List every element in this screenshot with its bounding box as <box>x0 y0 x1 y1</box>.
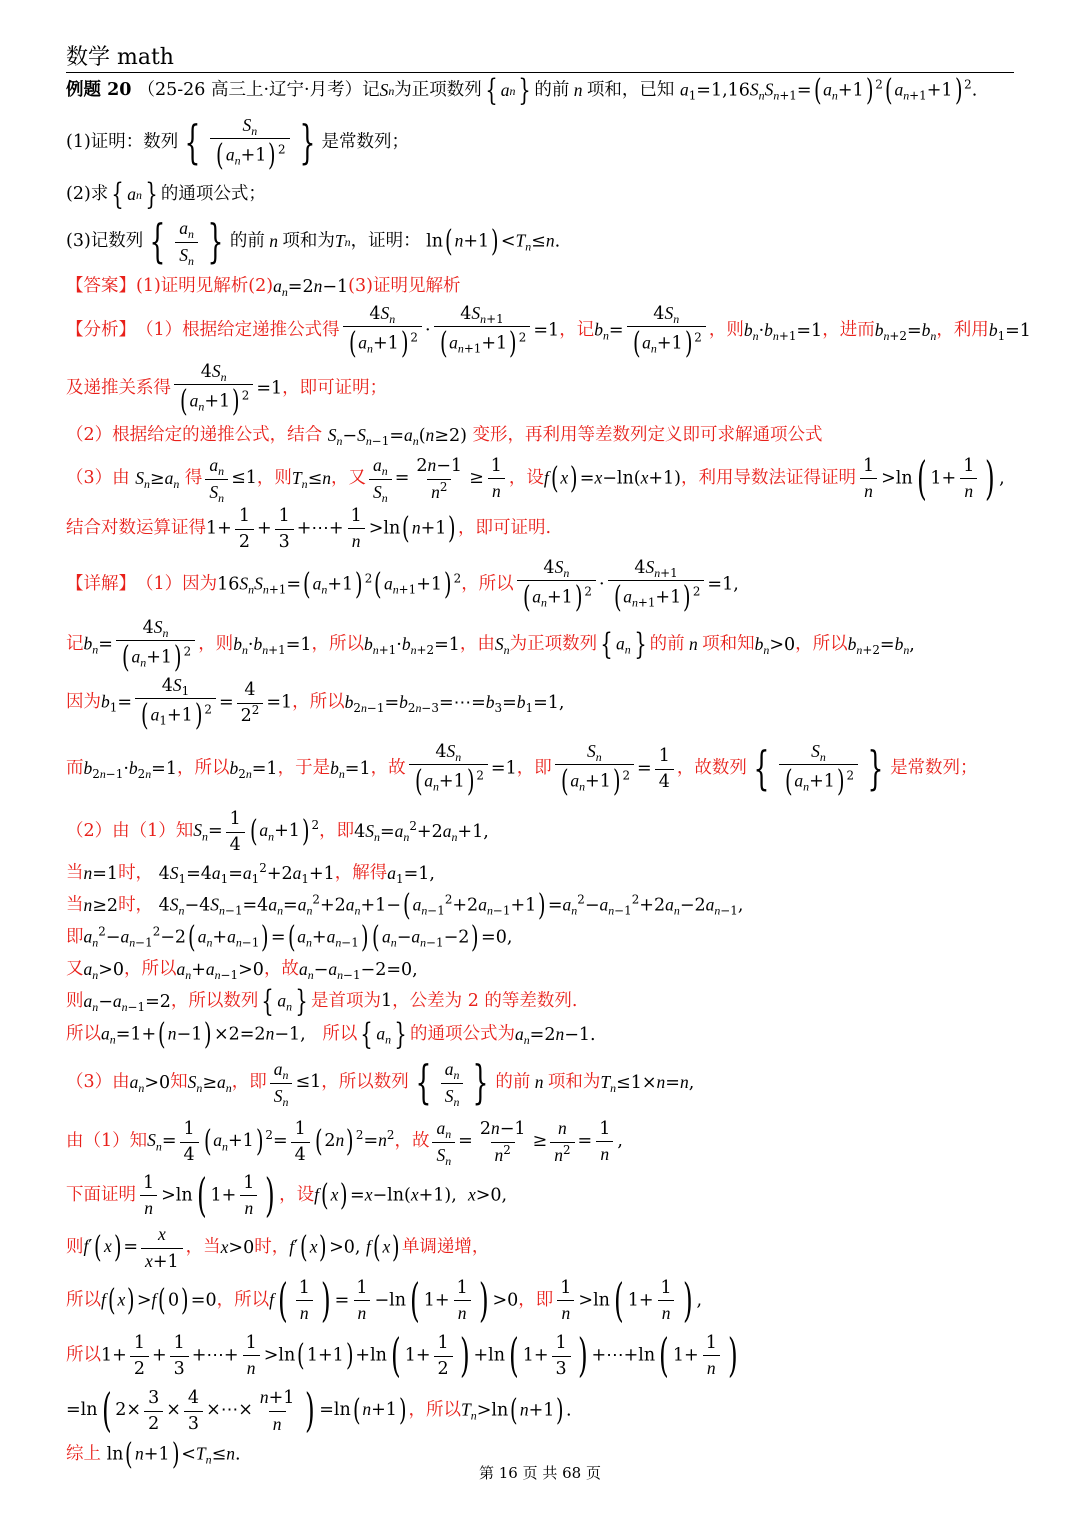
detail-part3-line-7: =ln( 2× $\frac{3}{2}$ × $\frac{4}{3}$ ×⋯× $\frac{n+1}{n}$ ) =ln( n+1) ，所以 $T_n>\ln$( n+1) . <box>66 1384 572 1438</box>
analysis-line-4: （3）由 $S_n\ge a_n$ 得 $\frac{a_n}{S_n}$ ≤1 ，则 $T_n\le n$ ，又 $\frac{a_n}{S_n}$ = $\frac{2n-1}{n^2}$ ≥ $\frac{1}{n}$ ，设 f( x) =x−ln(x+1) ，利用导数法证得证明 $\frac{1}{n}$ >ln( 1+ $\frac{1}{n}$ ) , <box>66 452 1005 506</box>
problem-part-1: (1)证明：数列 { $\frac{S_n}{( a_n+1) ^2}$ } 是常数列； <box>66 115 410 174</box>
analysis-line-2: 及递推关系得 $\frac{4S_n}{( a_n+1) ^2}$ =1 ，即可证明； <box>66 361 388 420</box>
detail-line-3: 因为 $b_1=$ $\frac{4S_1}{( a_1+1) ^2}$ = $\frac{4}{2^2}$ =1 ，所以 $b_{2n-1}=b_{2n-3}=\cdots=b_3=b_1=1$, <box>66 675 565 734</box>
detail-line-2: 记 $b_n=$ $\frac{4S_n}{( a_n+1) ^2}$ ，则 $b_n\cdot b_{n+1}=1$ ，所以 $b_{n+1}\cdot b_{n+2}=1$ ，由 $S_n$ 为正项数列 { $a_n$ } 的前 n 项和知 $b_n>0$ ，所以 $b_{n+2}=b_n$, <box>66 617 915 676</box>
answer-line: 【答案】 (1)证明见解析 (2) $a_n=2n-1$ (3)证明见解析 <box>66 275 461 300</box>
analysis-label: 【分析】 <box>66 320 136 341</box>
detail-line-4: 而 $b_{2n-1}\cdot b_{2n}=1$ ，所以 $b_{2n}=1$ ，于是 $b_n=1$ ，故 $\frac{4S_n}{( a_n+1) ^2}$ =1 ，即 $\frac{S_n}{( a_n+1) ^2}$ = $\frac{1}{4}$ ，故数列 { $\frac{S_n}{( a_n+1) ^2}$ } 是常数列； <box>66 741 978 800</box>
problem-part-3: (3)记数列 { $\frac{a_n}{S_n}$ } 的前 n 项和为 T n ，证明： ln( $n+1) <T_n\le n$. <box>66 215 561 269</box>
problem-stem: 例题 20 （25-26 高三上·辽宁·月考） 记 S n 为正项数列 { a n } 的前 n 项和，已知 $a_1=1,16S_nS_{n+1}=$( $a_n+1$) $^2$( $a_{n+1}+1$) $^2$. <box>66 73 978 109</box>
detail-part2-line-2: 当 n=1 时， $4S_1=4a_1=a_1^2+2a_1+1$ ，解得 $a_1=1$, <box>66 860 435 887</box>
detail-part3-line-1: （3）由 $a_n>0$ 知 $S_n\ge a_n$ ，即 $\frac{a_n}{S_n}$ ≤1 ，所以数列 { $\frac{a_n}{S_n}$ } 的前 n 项和为 $T_n\le 1\times n=n$, <box>66 1056 695 1110</box>
detail-part3-line-2: 由（1）知 $S_n=$ $\frac{1}{4}$ ( $a_n+1$) $^2$= $\frac{1}{4}$ ( 2n) $^2=n^2$ ，故 $\frac{a_n}{S_n}$ = $\frac{2n-1}{n^2}$ ≥ $\frac{n}{n^2}$ = $\frac{1}{n}$ , <box>66 1118 623 1168</box>
detail-label: 【详解】 <box>66 574 136 595</box>
detail-part3-line-4: 则 f′( x) = $\frac{x}{x+1}$ ，当 x>0 时， f′( x) >0, f( x) 单调递增， <box>66 1224 490 1272</box>
detail-part2-line-1: （2）由（1）知 $S_n=$ $\frac{1}{4}$ ( $a_n+1$) $^2$ ，即 $4S_n=a_n^2+2a_n+1$, <box>66 809 489 855</box>
answer-label: 【答案】 <box>66 276 136 297</box>
detail-part2-line-4: 即 $a_n^2-a_{n-1}^2-2$( $a_n+a_{n-1}$) =( $a_n+a_{n-1}$) ( $a_n-a_{n-1}-2) =0$, <box>66 920 513 956</box>
detail-part3-line-5: 所以 f( x) >f( 0) =0 ，所以 f( $\frac{1}{n}$ ) = $\frac{1}{n}$ −ln( 1+ $\frac{1}{n}$ ) >0 ，即 $\frac{1}{n}$ >ln( 1+ $\frac{1}{n}$ ) , <box>66 1274 703 1328</box>
analysis-line-1: 【分析】 （1）根据给定递推公式得 $\frac{4S_n}{( a_n+1) ^2}$ · $\frac{4S_{n+1}}{( a_{n+1}+1) ^2}$ =1 ，记 $b_n=$ $\frac{4S_n}{( a_n+1) ^2}$ ，则 $b_n\cdot b_{n+1}=1$ ，进而 $b_{n+2}=b_n$ ，利用 $b_1=1$ <box>66 303 1031 362</box>
problem-label: 例题 20 <box>66 80 132 101</box>
detail-part2-line-7: 所以 $a_n=1+$( n−1) ×2=2n−1, 所以 { $a_n$ } 的通项公式为 $a_n=2n-1$. <box>66 1017 596 1053</box>
detail-part2-line-6: 则 $a_n-a_{n-1}=2$ ，所以数列 { $a_n$ } 是首项为 1 ，公差为 2 的等差数列. <box>66 984 578 1020</box>
problem-part-2: (2)求 { a n } 的通项公式； <box>66 177 266 213</box>
detail-part3-line-3: 下面证明 $\frac{1}{n}$ >ln( 1+ $\frac{1}{n}$ ) ，设 f( x) =x−ln(x+1), x>0, <box>66 1169 508 1223</box>
detail-part3-line-6: 所以 1+ $\frac{1}{2}$ + $\frac{1}{3}$ +⋯+ $\frac{1}{n}$ >ln( 1+1) +ln( 1+ $\frac{1}{2}$ ) +ln( 1+ $\frac{1}{3}$ ) +⋯+ln( 1+ $\frac{1}{n}$ ) <box>66 1329 738 1383</box>
analysis-line-3: （2）根据给定的递推公式，结合 $S_n-S_{n-1}=a_n(n\ge 2)$ 变形，再利用等差数列定义即可求解通项公式 <box>66 424 823 449</box>
detail-part2-line-5: 又 $a_n>0$ ，所以 $a_n+a_{n-1}>0$ ，故 $a_n-a_{n-1}-2=0$, <box>66 958 418 983</box>
page-footer: 第 16 页 共 68 页 <box>478 1464 601 1482</box>
analysis-line-5: 结合对数运算证得 1+ $\frac{1}{2}$ + $\frac{1}{3}$ +⋯+ $\frac{1}{n}$ >ln( n+1) ，即可证明. <box>66 505 552 552</box>
detail-line-1: 【详解】 （1）因为 $16S_nS_{n+1}=$( $a_n+1$) $^2$( $a_{n+1}+1$) $^2$ ，所以 $\frac{4S_n}{( a_n+1) ^2}$ · $\frac{4S_{n+1}}{( a_{n+1}+1) ^2}$ =1, <box>66 557 739 616</box>
detail-conclusion: 综上 ln( $n+1) <T_n\le n$. <box>66 1437 241 1473</box>
page-header: 数学 math <box>66 45 174 70</box>
detail-part2-line-3: 当 n≥2 时， $4S_n-4S_{n-1}=4a_n=a_n^2+2a_n+1-$( $a_{n-1}^2+2a_{n-1}+1) =a_n^2-a_{n-1}^2+2a_n-2a_{n-1}$, <box>66 888 744 924</box>
